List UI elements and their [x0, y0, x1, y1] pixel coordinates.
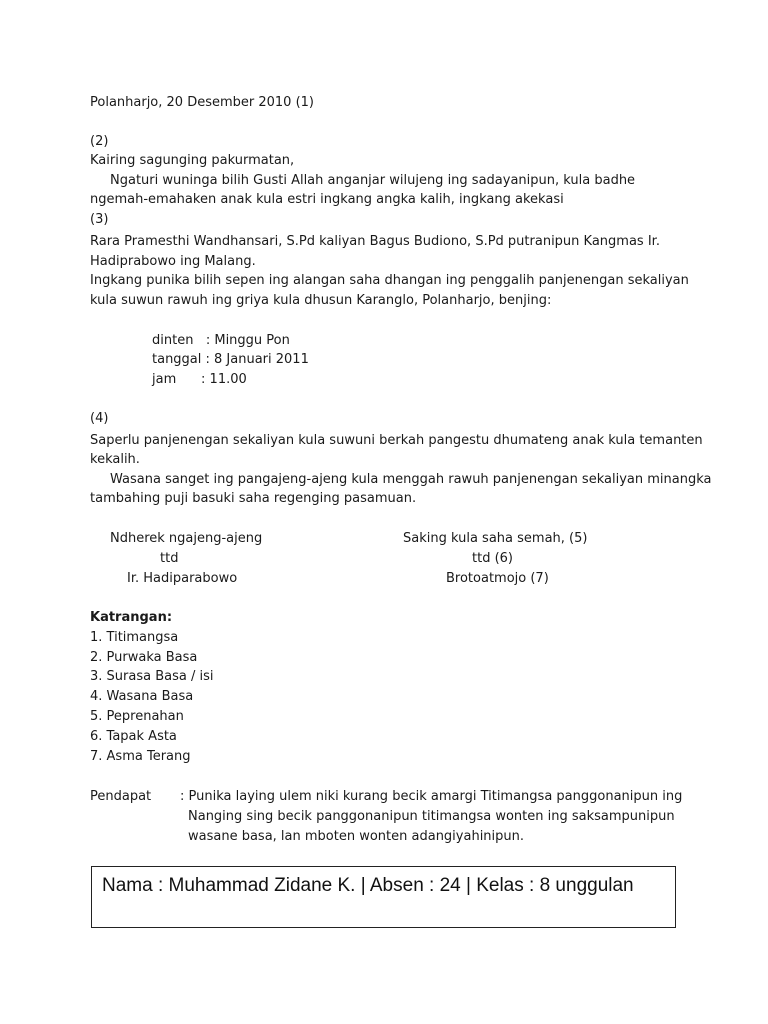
event-time: jam : 11.00 [152, 372, 247, 387]
signature-right-line-3: Brotoatmojo (7) [446, 571, 549, 586]
paragraph-2-line-2: Hadiprabowo ing Malang. [90, 254, 256, 269]
paragraph-4-line-2: tambahing puji basuki saha regenging pasamuan. [90, 491, 417, 506]
student-name-box [91, 866, 676, 928]
marker-4: (4) [90, 411, 109, 426]
event-day: dinten : Minggu Pon [152, 333, 290, 348]
paragraph-1-line-1: Ngaturi wuninga bilih Gusti Allah anganjar wilujeng ing sadayanipun, kula badhe [110, 173, 636, 188]
place-date: Polanharjo, 20 Desember 2010 (1) [90, 95, 315, 110]
signature-left-line-1: Ndherek ngajeng-ajeng [110, 531, 263, 546]
paragraph-3-line-2: kekalih. [90, 452, 140, 467]
katrangan-item: 4. Wasana Basa [90, 689, 194, 704]
marker-2: (2) [90, 134, 109, 149]
paragraph-3-line-1: Saperlu panjenengan sekaliyan kula suwuni berkah pangestu dhumateng anak kula temanten [90, 433, 703, 448]
paragraph-4-line-1: Wasana sanget ing pangajeng-ajeng kula menggah rawuh panjenengan sekaliyan minangka [110, 472, 712, 487]
pendapat-label: Pendapat [90, 789, 152, 804]
signature-right-line-2: ttd (6) [472, 551, 513, 566]
signature-left-line-3: Ir. Hadiparabowo [127, 571, 238, 586]
signature-right-line-1: Saking kula saha semah, (5) [403, 531, 588, 546]
katrangan-item: 7. Asma Terang [90, 749, 191, 764]
student-info: Nama : Muhammad Zidane K. | Absen : 24 | Kelas : 8 unggulan [102, 875, 634, 896]
paragraph-2-line-1: Rara Pramesthi Wandhansari, S.Pd kaliyan Bagus Budiono, S.Pd putranipun Kangmas Ir. [90, 234, 660, 249]
signature-left-line-2: ttd [160, 551, 179, 566]
marker-3: (3) [90, 212, 109, 227]
event-date: tanggal : 8 Januari 2011 [152, 352, 309, 367]
katrangan-title: Katrangan: [90, 610, 173, 625]
pendapat-line-1: : Punika laying ulem niki kurang becik amargi Titimangsa panggonanipun ing [180, 789, 683, 804]
katrangan-item: 2. Purwaka Basa [90, 650, 198, 665]
greeting: Kairing sagunging pakurmatan, [90, 153, 295, 168]
katrangan-item: 6. Tapak Asta [90, 729, 177, 744]
katrangan-item: 3. Surasa Basa / isi [90, 669, 214, 684]
paragraph-2-line-3: Ingkang punika bilih sepen ing alangan saha dhangan ing penggalih panjenengan sekaliyan [90, 273, 689, 288]
paragraph-1-line-2: ngemah-emahaken anak kula estri ingkang angka kalih, ingkang akekasi [90, 192, 564, 207]
paragraph-2-line-4: kula suwun rawuh ing griya kula dhusun Karanglo, Polanharjo, benjing: [90, 293, 552, 308]
katrangan-item: 5. Peprenahan [90, 709, 184, 724]
pendapat-line-3: wasane basa, lan mboten wonten adangiyahinipun. [188, 829, 525, 844]
pendapat-line-2: Nanging sing becik panggonanipun titimangsa wonten ing saksampunipun [188, 809, 675, 824]
katrangan-item: 1. Titimangsa [90, 630, 179, 645]
